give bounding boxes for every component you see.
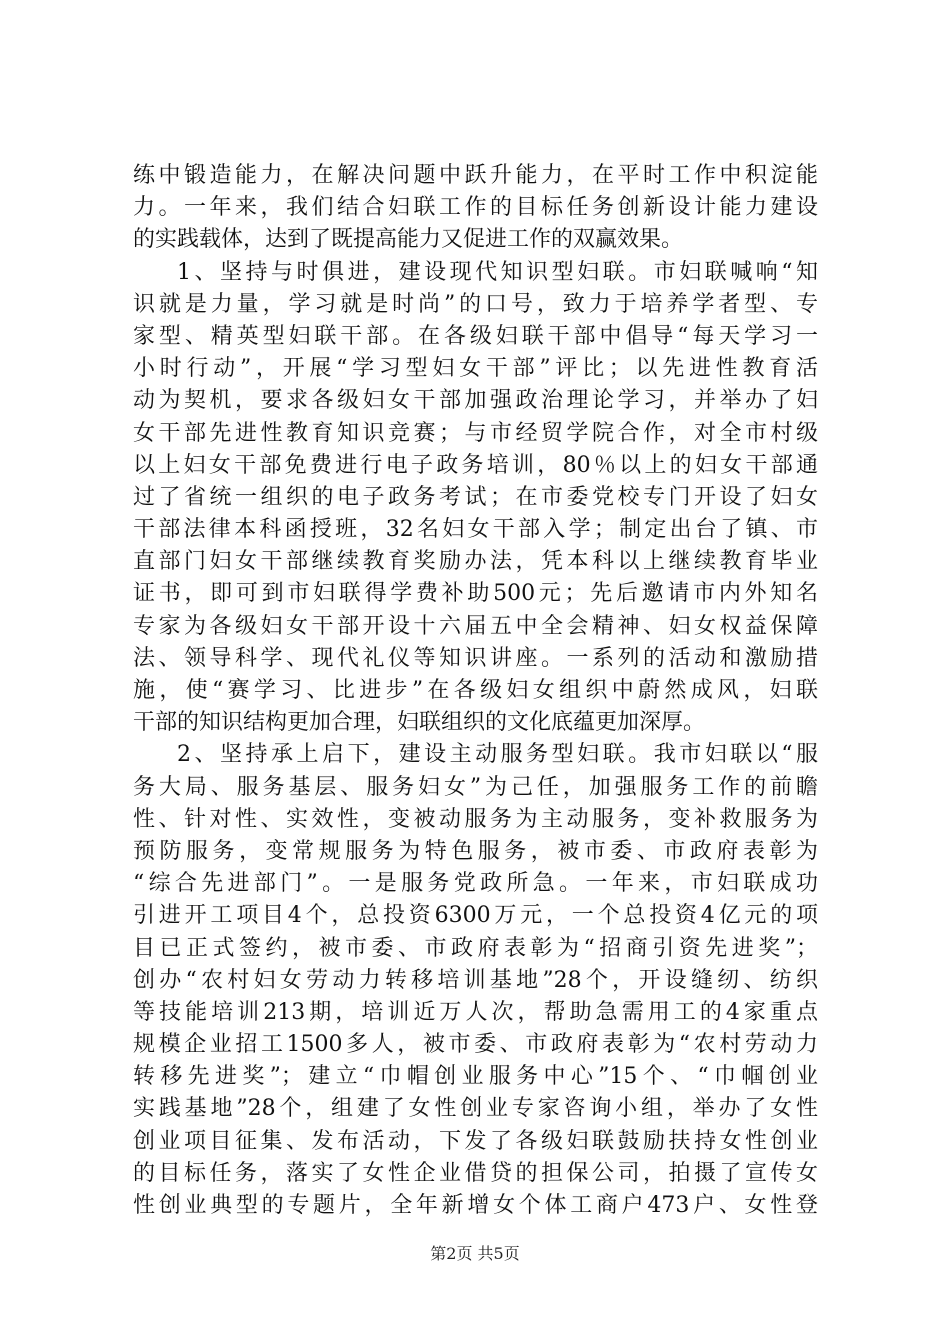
text-line: 力。一年来，我们结合妇联工作的目标任务创新设计能力建设 (133, 195, 818, 221)
text-line: “综合先进部门”。一是服务党政所急。一年来，市妇联成功 (133, 871, 818, 897)
text-line: 预防服务，变常规服务为特色服务，被市委、市政府表彰为 (133, 838, 818, 864)
text-line: 性、针对性、实效性，变被动服务为主动服务，变补救服务为 (133, 806, 818, 832)
text-line: 女干部先进性教育知识竞赛；与市经贸学院合作，对全市村级 (133, 420, 818, 446)
text-line: 的目标任务，落实了女性企业借贷的担保公司，拍摄了宣传女 (133, 1160, 818, 1186)
text-line: 家型、精英型妇联干部。在各级妇联干部中倡导“每天学习一 (133, 323, 818, 349)
text-line: 性创业典型的专题片，全年新增女个体工商户473户、女性登 (133, 1193, 818, 1218)
text-line: 目已正式签约，被市委、市政府表彰为“招商引资先进奖”； (133, 935, 818, 961)
text-line: 实践基地”28个，组建了女性创业专家咨询小组，举办了女性 (133, 1096, 818, 1122)
page-number-footer: 第2页 共5页 (430, 1244, 520, 1263)
text-line: 专家为各级妇女干部开设十六届五中全会精神、妇女权益保障 (133, 613, 818, 639)
text-line: 干部法律本科函授班，32名妇女干部入学；制定出台了镇、市 (133, 517, 818, 543)
text-line: 干部的知识结构更加合理，妇联组织的文化底蕴更加深厚。 (133, 710, 706, 736)
text-line: 证书，即可到市妇联得学费补助500元；先后邀请市内外知名 (133, 581, 818, 607)
text-line: 小时行动”，开展“学习型妇女干部”评比；以先进性教育活 (133, 356, 818, 382)
text-line: 创业项目征集、发布活动，下发了各级妇联鼓励扶持女性创业 (133, 1128, 818, 1154)
text-line: 识就是力量，学习就是时尚”的口号，致力于培养学者型、专 (133, 291, 818, 317)
text-line: 创办“农村妇女劳动力转移培训基地”28个，开设缝纫、纺织 (133, 967, 818, 993)
text-line: 动为契机，要求各级妇女干部加强政治理论学习，并举办了妇 (133, 388, 818, 414)
text-line: 规模企业招工1500多人，被市委、市政府表彰为“农村劳动力 (133, 1032, 818, 1058)
text-line: 法、领导科学、现代礼仪等知识讲座。一系列的活动和激励措 (133, 645, 818, 671)
paragraph-1-first-line: 1、坚持与时俱进，建设现代知识型妇联。市妇联喊响“知 (177, 259, 818, 285)
paragraph-2-first-line: 2、坚持承上启下，建设主动服务型妇联。我市妇联以“服 (177, 742, 818, 768)
text-line: 等技能培训213期，培训近万人次，帮助急需用工的4家重点 (133, 999, 818, 1025)
text-line: 的实践载体，达到了既提高能力又促进工作的双赢效果。 (133, 227, 684, 253)
text-line: 以上妇女干部免费进行电子政务培训，80％以上的妇女干部通 (133, 452, 818, 478)
text-line: 务大局、服务基层、服务妇女”为己任，加强服务工作的前瞻 (133, 774, 818, 800)
text-line: 过了省统一组织的电子政务考试；在市委党校专门开设了妇女 (133, 484, 818, 510)
text-line: 引进开工项目4个，总投资6300万元，一个总投资4亿元的项 (133, 903, 818, 929)
text-line: 直部门妇女干部继续教育奖励办法，凭本科以上继续教育毕业 (133, 549, 818, 575)
text-line: 练中锻造能力，在解决问题中跃升能力，在平时工作中积淀能 (133, 163, 818, 188)
text-line: 施，使“赛学习、比进步”在各级妇女组织中蔚然成风，妇联 (133, 678, 818, 703)
text-line: 转移先进奖”；建立“巾帽创业服务中心”15个、“巾帼创业 (133, 1064, 818, 1090)
body-text (133, 160, 818, 1222)
